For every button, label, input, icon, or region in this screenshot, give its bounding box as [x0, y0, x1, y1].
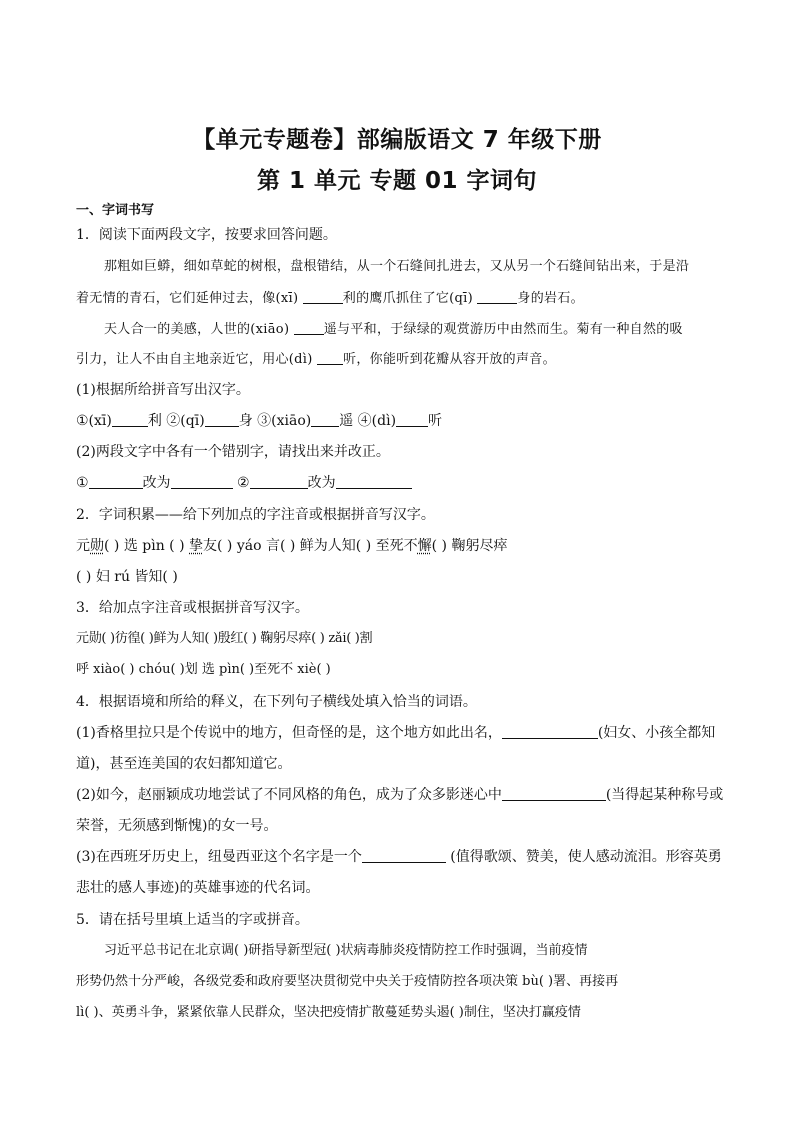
text-run: (2)如今，赵丽颖成功地尝试了不同风格的角色，成为了众多影迷心中: [76, 787, 502, 803]
text-run: 天人合一的美感，人世的(xiāo): [104, 322, 294, 337]
answer-blank[interactable]: [362, 848, 446, 863]
answer-blank[interactable]: [294, 320, 324, 335]
text-run: (妇女、小孩全都知: [597, 725, 716, 741]
q1-passage-2-line-1: [104, 320, 721, 339]
answer-blank[interactable]: [502, 724, 598, 739]
text-run: (3)在西班牙历史上，纽曼西亚这个名字是一个: [76, 849, 362, 865]
answer-blank[interactable]: [477, 289, 517, 304]
text-run: 利的鹰爪抓住了它(qī): [342, 291, 478, 306]
q3-line-2: 呼 xiào( ) chóu( )划 选 pìn( )至死不 xiè( ): [76, 662, 331, 677]
dotted-char: 挚: [189, 538, 204, 554]
q2-line-2: ( ) 妇 rú 皆知( ): [76, 569, 178, 585]
q1-passage-1-line-1: 那粗如巨蟒，细如草蛇的树根，盘根错结，从一个石缝间扎进去，又从另一个石缝间钻出来，于是沿: [104, 259, 690, 274]
answer-blank[interactable]: [303, 289, 343, 304]
document-title: 【单元专题卷】部编版语文 7 年级下册: [192, 127, 602, 153]
answer-blank[interactable]: [317, 350, 343, 365]
q5-stem: 5．请在括号里填上适当的字或拼音。: [76, 912, 309, 928]
q5-passage-line-3: lì( )、英勇斗争，紧紧依靠人民群众，坚决把疫情扩散蔓延势头遏( )制住，坚决打赢疫情: [76, 1005, 581, 1020]
text-run: 身 ③(xiāo): [238, 413, 312, 429]
q4-sub2-line-1: [76, 786, 724, 804]
q2-line-1: [76, 537, 721, 555]
text-run: ①: [76, 475, 89, 491]
answer-blank[interactable]: [336, 474, 412, 489]
answer-blank[interactable]: [171, 474, 233, 489]
answer-blank[interactable]: [205, 412, 239, 427]
answer-blank[interactable]: [396, 412, 428, 427]
q1-stem: 1．阅读下面两段文字，按要求回答问题。: [76, 227, 337, 243]
q4-sub1-line-1: [76, 724, 721, 742]
text-run: ②: [232, 475, 250, 491]
q4-sub3-line-1: [76, 848, 721, 866]
text-run: 改为: [307, 475, 336, 491]
q4-sub2-line-2: 荣誉，无须感到惭愧)的女一号。: [76, 818, 278, 834]
text-run: 引力，让人不由自主地亲近它，用心(dì): [76, 352, 318, 367]
q4-sub3-line-2: 悲壮的感人事迹)的英雄事迹的代名词。: [76, 880, 320, 896]
section-heading: 一、字词书写: [76, 203, 155, 218]
text-run: (值得歌颂、赞美，使人感动流泪。形容英勇: [445, 849, 722, 865]
q5-passage-line-1: 习近平总书记在北京调( )研指导新型冠( )状病毒肺炎疫情防控工作时强调，当前疫情: [104, 943, 588, 958]
text-run: (1)香格里拉只是个传说中的地方，但奇怪的是，这个地方如此出名，: [76, 725, 502, 741]
text-run: ①(xī): [76, 413, 112, 429]
text-run: ( ) 鞠躬尽瘁: [431, 538, 508, 554]
q1-sub2-items: [76, 474, 721, 492]
q4-sub1-line-2: 道)，甚至连美国的农妇都知道它。: [76, 756, 292, 772]
q5-passage-line-2: 形势仍然十分严峻，各级党委和政府要坚决贯彻党中央关于疫情防控各项决策 bù( )署、再接再: [76, 974, 619, 989]
q1-passage-2-line-2: [76, 350, 721, 369]
text-run: 身的岩石。: [517, 291, 584, 306]
answer-blank[interactable]: [89, 474, 143, 489]
text-run: 听，你能听到花瓣从容开放的声音。: [343, 352, 556, 367]
q3-stem: 3．给加点字注音或根据拼音写汉字。: [76, 600, 309, 616]
answer-blank[interactable]: [250, 474, 308, 489]
text-run: ( ) 选 pìn ( ): [104, 538, 190, 554]
q1-sub1-items: [76, 412, 721, 430]
q3-line-1: 元勋( )彷徨( )鲜为人知( )殷红( ) 鞠躬尽瘁( ) zǎi( )割: [76, 631, 373, 646]
dotted-char: 懈: [417, 538, 432, 554]
q2-stem: 2．字词积累——给下列加点的字注音或根据拼音写汉字。: [76, 507, 435, 523]
q4-stem: 4．根据语境和所给的释义，在下列句子横线处填入恰当的词语。: [76, 694, 477, 710]
text-run: 听: [428, 413, 443, 429]
answer-blank[interactable]: [502, 786, 606, 801]
text-run: 着无情的青石，它们延伸过去，像(xī): [76, 291, 303, 306]
q1-sub1: (1)根据所给拼音写出汉字。: [76, 382, 250, 398]
q1-passage-1-line-2: [76, 289, 721, 308]
text-run: 遥与平和，于绿绿的观赏游历中由然而生。菊有一种自然的吸: [323, 322, 683, 337]
text-run: 元: [76, 538, 90, 554]
document-subtitle: 第 1 单元 专题 01 字词句: [256, 168, 538, 194]
text-run: (当得起某种称号或: [605, 787, 724, 803]
text-run: 遥 ④(dì): [339, 413, 397, 429]
answer-blank[interactable]: [112, 412, 148, 427]
dotted-char: 勋: [90, 538, 104, 554]
text-run: 利 ②(qī): [147, 413, 205, 429]
q1-sub2: (2)两段文字中各有一个错别字，请找出来并改正。: [76, 444, 390, 460]
text-run: 改为: [142, 475, 171, 491]
text-run: 友( ) yáo 言( ) 鲜为人知( ) 至死不: [203, 538, 418, 554]
answer-blank[interactable]: [311, 412, 339, 427]
